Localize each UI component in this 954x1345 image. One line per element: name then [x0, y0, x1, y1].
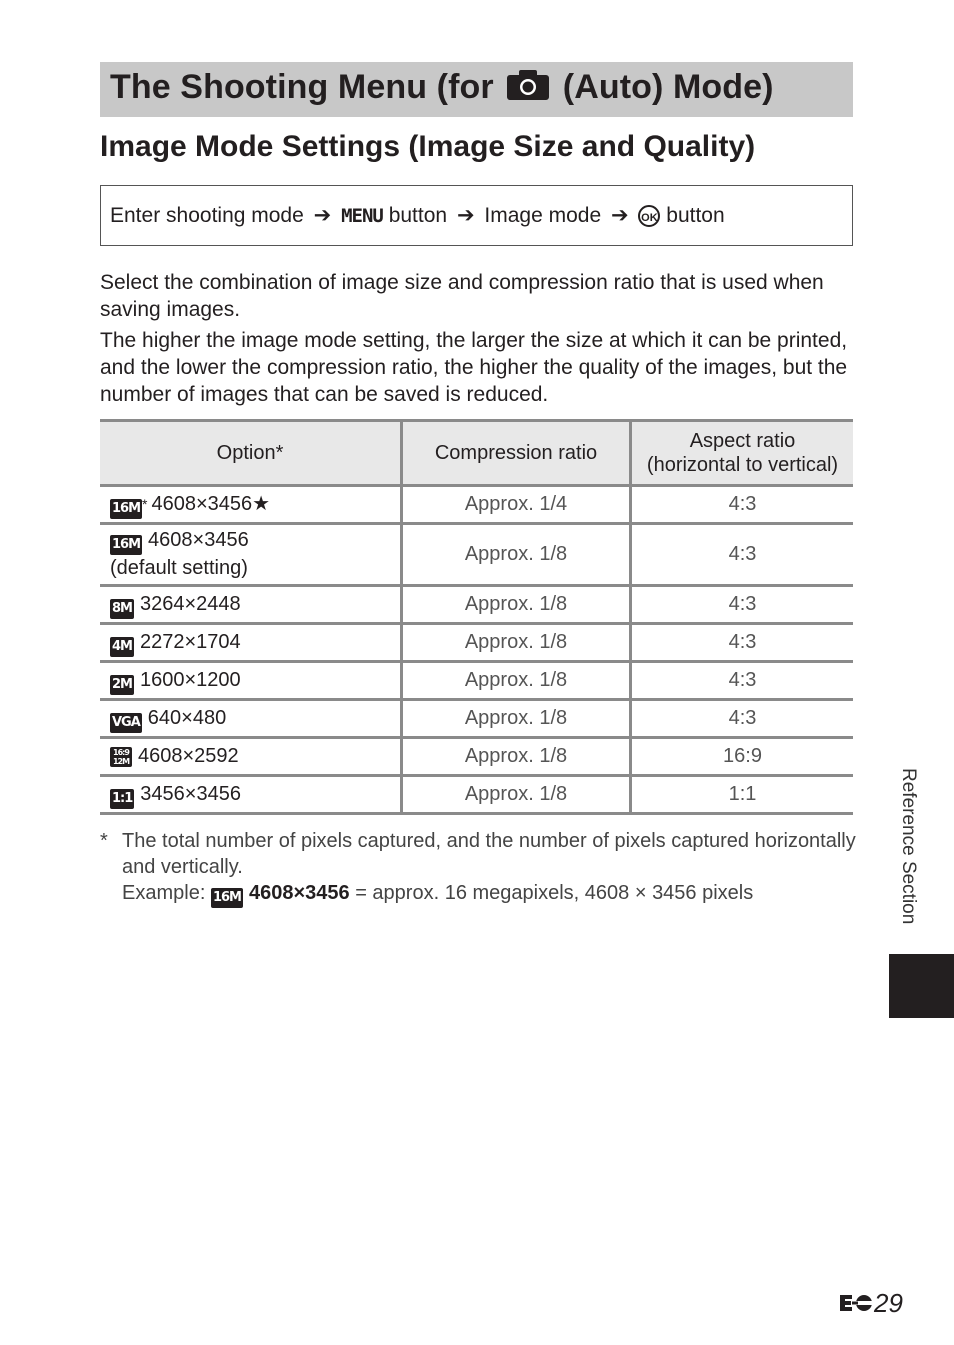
- image-mode-8m-icon: 8M: [110, 599, 134, 619]
- option-size: 3264×2448: [139, 592, 241, 615]
- table-row: [100, 738, 853, 776]
- image-mode-2m-icon: 2M: [110, 675, 134, 695]
- section-tab-marker: [889, 954, 954, 1018]
- table-row: [100, 624, 853, 662]
- arrow-right-icon: ➔: [610, 204, 629, 227]
- option-cell: [100, 586, 402, 624]
- image-mode-16-9-12m-icon: 16:9 12M: [110, 747, 132, 767]
- title-text-before: The Shooting Menu (for: [110, 68, 494, 106]
- option-size: 3456×3456: [140, 782, 241, 805]
- image-mode-16m-icon: 16M: [110, 535, 142, 555]
- aspect-cell: 16:9: [631, 738, 854, 776]
- image-mode-table: [100, 419, 853, 815]
- image-mode-4m-icon: 4M: [110, 637, 134, 657]
- compression-cell: Approx. 1/8: [402, 738, 631, 776]
- example-label: Example:: [122, 882, 206, 904]
- compression-cell: Approx. 1/8: [402, 700, 631, 738]
- option-cell: [100, 624, 402, 662]
- nav-step-button: button: [388, 204, 448, 227]
- header-aspect-line1: Aspect ratio: [689, 430, 796, 452]
- nav-step-image-mode: Image mode: [484, 204, 602, 227]
- aspect-cell: 1:1: [631, 776, 854, 814]
- title-text-after: (Auto) Mode): [562, 68, 774, 106]
- nav-step-ok-button: button: [666, 204, 725, 227]
- compression-cell: Approx. 1/8: [402, 776, 631, 814]
- table-footnote: [100, 828, 860, 908]
- compression-cell: Approx. 1/8: [402, 524, 631, 586]
- footnote-mark: *: [100, 830, 108, 852]
- section-side-label: Reference Section: [898, 768, 919, 925]
- compression-cell: Approx. 1/8: [402, 624, 631, 662]
- example-description: = approx. 16 megapixels, 4608 × 3456 pixels: [349, 882, 754, 904]
- footnote-text: The total number of pixels captured, and the number of pixels captured horizontally and vertically.: [122, 830, 856, 878]
- option-size: 4608×3456: [148, 529, 249, 551]
- intro-paragraph-1: Select the combination of image size and compression ratio that is used when saving images.: [100, 271, 824, 321]
- reference-e-icon: [838, 1290, 874, 1312]
- navigation-path-box: [100, 185, 853, 246]
- option-size: 1600×1200: [139, 668, 241, 691]
- option-size: 2272×1704: [139, 630, 241, 653]
- table-row: [100, 662, 853, 700]
- header-aspect-line2: (horizontal to vertical): [646, 454, 839, 476]
- option-cell: [100, 738, 402, 776]
- table-row: [100, 524, 853, 586]
- option-cell: [100, 776, 402, 814]
- header-option: Option*: [100, 421, 402, 486]
- aspect-cell: 4:3: [631, 662, 854, 700]
- page-number: [838, 1288, 903, 1319]
- option-cell: [100, 524, 402, 586]
- image-mode-16m-icon: 16M: [211, 888, 243, 908]
- page-title: [110, 68, 774, 107]
- image-mode-1-1-icon: 1:1: [110, 789, 134, 809]
- option-cell: [100, 662, 402, 700]
- camera-icon: [505, 69, 551, 101]
- title-bar: [100, 62, 853, 117]
- header-compression: Compression ratio: [402, 421, 631, 486]
- table-row: [100, 586, 853, 624]
- compression-cell: Approx. 1/4: [402, 486, 631, 524]
- ok-button-icon: OK: [638, 205, 660, 227]
- page-number-text: 29: [874, 1288, 903, 1318]
- table-header-row: [100, 421, 853, 486]
- section-subtitle: Image Mode Settings (Image Size and Quality): [100, 130, 756, 163]
- arrow-right-icon: ➔: [456, 204, 475, 227]
- aspect-cell: 4:3: [631, 524, 854, 586]
- option-size: 4608×3456★: [151, 492, 271, 515]
- header-aspect: [631, 421, 854, 486]
- intro-paragraph-2: The higher the image mode setting, the larger the size at which it can be printed, and the lower the compression ratio, the higher the quality of the images, but the number of images that can be saved is reduced.: [100, 329, 848, 406]
- table-row: [100, 776, 853, 814]
- menu-button-glyph: MENU: [341, 205, 383, 227]
- compression-cell: Approx. 1/8: [402, 662, 631, 700]
- footnote-example: [122, 880, 860, 908]
- aspect-cell: 4:3: [631, 486, 854, 524]
- example-size: 4608×3456: [248, 882, 350, 904]
- option-size: 4608×2592: [138, 745, 239, 767]
- option-size: 640×480: [147, 706, 227, 729]
- aspect-cell: 4:3: [631, 586, 854, 624]
- arrow-right-icon: ➔: [313, 204, 332, 227]
- option-cell: [100, 486, 402, 524]
- option-note: (default setting): [110, 557, 248, 579]
- aspect-cell: 4:3: [631, 700, 854, 738]
- compression-cell: Approx. 1/8: [402, 586, 631, 624]
- table-row: [100, 486, 853, 524]
- image-mode-16m-icon: 16M: [110, 499, 142, 519]
- fine-star-mark: *: [142, 495, 148, 512]
- image-mode-vga-icon: VGA: [110, 713, 142, 733]
- aspect-cell: 4:3: [631, 624, 854, 662]
- option-cell: [100, 700, 402, 738]
- table-row: [100, 700, 853, 738]
- nav-step-shooting-mode: Enter shooting mode: [110, 204, 304, 227]
